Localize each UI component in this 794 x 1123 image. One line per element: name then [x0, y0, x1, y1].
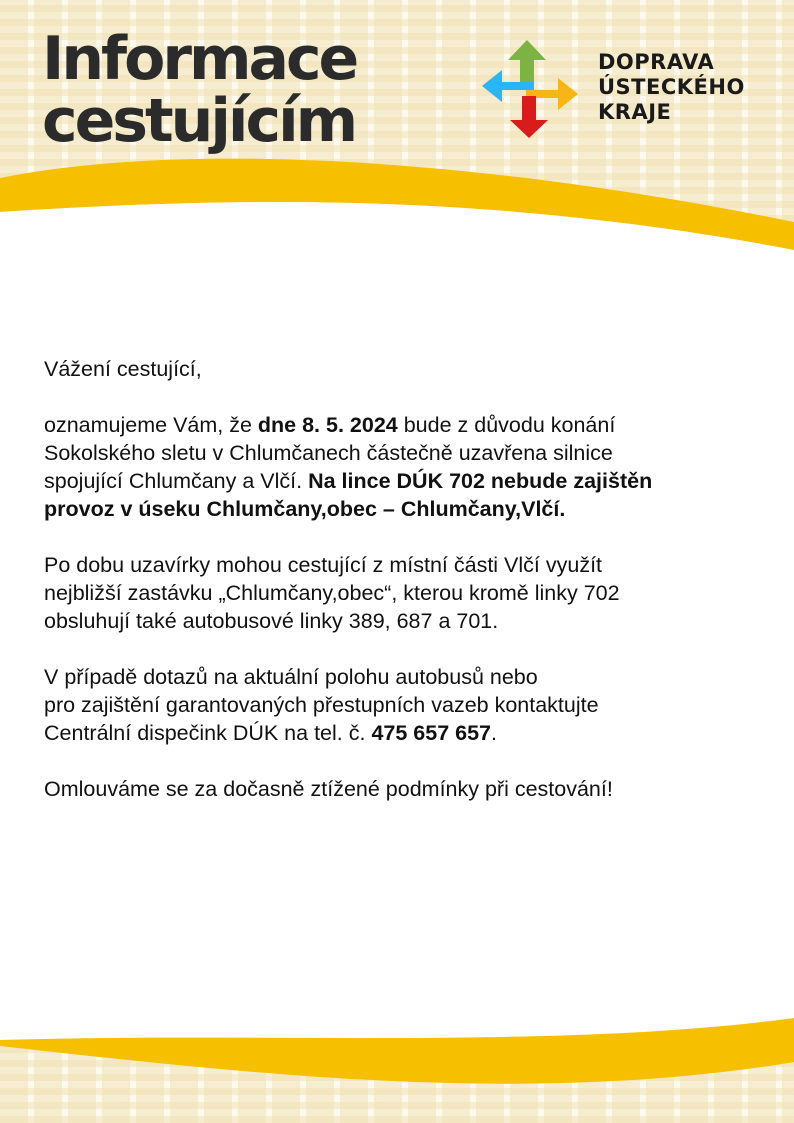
- greeting: Vážení cestující,: [44, 357, 202, 381]
- p3-line-3: [44, 719, 764, 747]
- p3-text-3c: .: [491, 721, 497, 745]
- notice-body: [44, 355, 764, 831]
- closing-apology: Omlouváme se za dočasně ztížené podmínky při cestování!: [44, 777, 613, 801]
- paragraph-alternative-stop: [44, 551, 764, 635]
- logo-text-line-3: KRAJE: [598, 100, 672, 124]
- p1-text-c: bude z důvodu konání: [397, 413, 616, 437]
- logo-text-line-1: DOPRAVA: [598, 50, 715, 74]
- p1-line-1: [44, 411, 764, 439]
- p3-text-3a: Centrální dispečink DÚK na tel. č.: [44, 721, 372, 745]
- page-title: [42, 24, 357, 156]
- paragraph-contact: [44, 663, 764, 747]
- logo-arrows-icon: [482, 40, 592, 140]
- p2-line-2: nejbližší zastávku „Chlumčany,obec“, kterou kromě linky 702: [44, 581, 620, 605]
- p1-line-3: [44, 467, 764, 495]
- p3-line-1: V případě dotazů na aktuální polohu autobusů nebo: [44, 665, 538, 689]
- p1-line-2: Sokolského sletu v Chlumčanech částečně uzavřena silnice: [44, 441, 613, 465]
- footer-yellow-swoosh: [0, 1010, 794, 1123]
- duk-logo: [482, 40, 772, 140]
- p1-text-3a: spojující Chlumčany a Vlčí.: [44, 469, 309, 493]
- dispatch-phone-number: 475 657 657: [371, 721, 491, 745]
- title-line-2: cestujícím: [42, 86, 356, 156]
- p2-line-3: obsluhují také autobusové linky 389, 687 a 701.: [44, 609, 499, 633]
- logo-text-line-2: ÚSTECKÉHO: [598, 75, 745, 99]
- paragraph-closure: [44, 411, 764, 523]
- title-line-1: Informace: [42, 24, 357, 94]
- p1-bold-3b: Na lince DÚK 702 nebude zajištěn: [308, 469, 653, 493]
- p2-line-1: Po dobu uzavírky mohou cestující z místní části Vlčí využít: [44, 553, 603, 577]
- closure-date: dne 8. 5. 2024: [257, 413, 398, 437]
- p3-line-2: pro zajištění garantovaných přestupních vazeb kontaktujte: [44, 693, 599, 717]
- p1-line-4: provoz v úseku Chlumčany,obec – Chlumčany,Vlčí.: [44, 497, 566, 521]
- p1-text-a: oznamujeme Vám, že: [44, 413, 258, 437]
- header-yellow-swoosh: [0, 150, 794, 250]
